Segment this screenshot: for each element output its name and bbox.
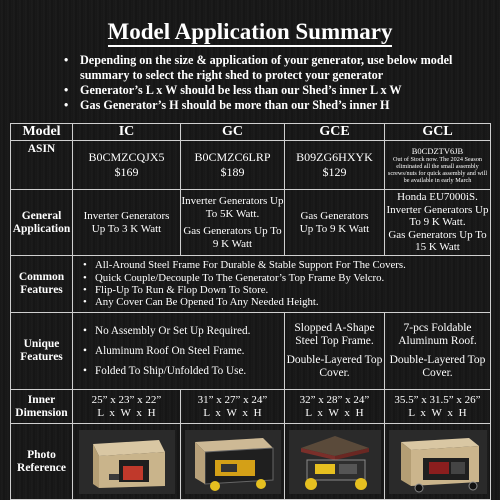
general-gcl	[385, 190, 491, 256]
row-label-dimension: Inner Dimension	[11, 390, 73, 424]
model-summary-table	[10, 123, 491, 500]
dimension-gce	[285, 390, 385, 424]
dimension-gc	[181, 390, 285, 424]
row-label-common: Common Features	[11, 256, 73, 313]
feature-item: • No Assembly Or Set Up Required.	[83, 321, 284, 341]
table-header-row	[11, 124, 491, 141]
header-model: Model	[11, 124, 73, 141]
page-title: Model Application Summary	[0, 18, 500, 46]
asin-gcl	[385, 141, 491, 190]
photo-reference-row	[11, 424, 491, 500]
dimension-value: 32” x 28” x 24”	[299, 393, 370, 406]
unique-gcl	[385, 313, 491, 390]
general-gcl-gas: Gas Generators Up To 15 K Watt	[388, 228, 487, 254]
photo-gc	[181, 424, 285, 500]
photo-gcl	[385, 424, 491, 500]
common-features-row	[11, 256, 491, 313]
shed-gc-photo	[185, 430, 281, 494]
intro-bullet: • Gas Generator’s H should be more than our Shed’s inner H	[62, 98, 492, 113]
asin-price: $169	[114, 165, 139, 179]
shed-ic-photo	[79, 430, 175, 494]
asin-code: B0CMZC6LRP	[194, 150, 271, 164]
dimension-axes: L x W x H	[305, 406, 364, 419]
photo-ic	[73, 424, 181, 500]
feature-item: • Aluminum Roof On Steel Frame.	[83, 341, 284, 361]
asin-price: $129	[322, 165, 347, 179]
common-features-cell	[73, 256, 491, 313]
feature-item: • Folded To Ship/Unfolded To Use.	[83, 361, 284, 381]
header-gc: GC	[181, 124, 285, 141]
asin-code: B0CMZCQJX5	[88, 150, 165, 164]
general-gc-gas: Gas Generators Up To 9 K Watt	[183, 224, 282, 250]
feature-item: • Quick Couple/Decouple To The Generator’s Top Frame By Velcro.	[83, 272, 490, 284]
asin-code: B09ZG6HXYK	[296, 150, 373, 164]
asin-ic	[73, 141, 181, 190]
feature-item: • All-Around Steel Frame For Durable & Stable Support For The Covers.	[83, 259, 490, 271]
general-gce: Gas Generators Up To 9 K Watt	[285, 190, 385, 256]
shed-gcl-photo	[389, 430, 487, 494]
general-gc	[181, 190, 285, 256]
general-gcl-honda: Honda EU7000iS.	[397, 191, 478, 204]
feature-item: • Any Cover Can Be Opened To Any Needed Height.	[83, 296, 490, 308]
unique-features-row	[11, 313, 491, 390]
row-label-asin: ASIN	[11, 141, 73, 190]
dimension-ic	[73, 390, 181, 424]
dimension-axes: L x W x H	[408, 406, 467, 419]
unique-gcl-roof: 7-pcs Foldable Aluminum Roof.	[398, 322, 477, 347]
dimension-axes: L x W x H	[97, 406, 156, 419]
unique-gcl-cover: Double-Layered Top Cover.	[389, 354, 486, 379]
general-ic: Inverter Generators Up To 3 K Watt	[73, 190, 181, 256]
row-label-photo: Photo Reference	[11, 424, 73, 500]
general-gc-inverter: Inverter Generators Up To 5K Watt.	[181, 194, 284, 220]
intro-bullets	[62, 53, 492, 113]
unique-gce-frame: Slopped A-Shape Steel Top Frame.	[294, 322, 375, 347]
feature-item: • Flip-Up To Run & Flop Down To Store.	[83, 284, 490, 296]
intro-bullet: • Generator’s L x W should be less than our Shed’s inner L x W	[62, 83, 492, 98]
dimension-value: 25” x 23” x 22”	[91, 393, 162, 406]
general-application-row	[11, 190, 491, 256]
row-label-unique: Unique Features	[11, 313, 73, 390]
asin-gc	[181, 141, 285, 190]
inner-dimension-row	[11, 390, 491, 424]
header-gcl: GCL	[385, 124, 491, 141]
unique-gce-cover: Double-Layered Top Cover.	[286, 354, 383, 379]
header-ic: IC	[73, 124, 181, 141]
asin-code: B0CDZTV6JB	[411, 145, 464, 156]
asin-price: $189	[220, 165, 245, 179]
unique-ic-gc	[73, 313, 285, 390]
dimension-gcl	[385, 390, 491, 424]
unique-gce	[285, 313, 385, 390]
general-gcl-inverter: Inverter Generators Up To 9 K Watt.	[386, 203, 489, 229]
photo-gce	[285, 424, 385, 500]
dimension-value: 31” x 27” x 24”	[197, 393, 268, 406]
intro-bullet: • Depending on the size & application of your generator, use below model summary to select the right shed to protect your generator	[62, 53, 492, 83]
dimension-axes: L x W x H	[203, 406, 262, 419]
asin-note: Out of Stock now. The 2024 Season eliminated all the small assembly screws/nuts for quick assembly and will be available in early March	[387, 155, 488, 184]
dimension-value: 35.5” x 31.5” x 26”	[394, 393, 481, 406]
asin-row	[11, 141, 491, 190]
header-gce: GCE	[285, 124, 385, 141]
asin-gce	[285, 141, 385, 190]
shed-gce-photo	[289, 430, 381, 494]
row-label-general: General Application	[11, 190, 73, 256]
